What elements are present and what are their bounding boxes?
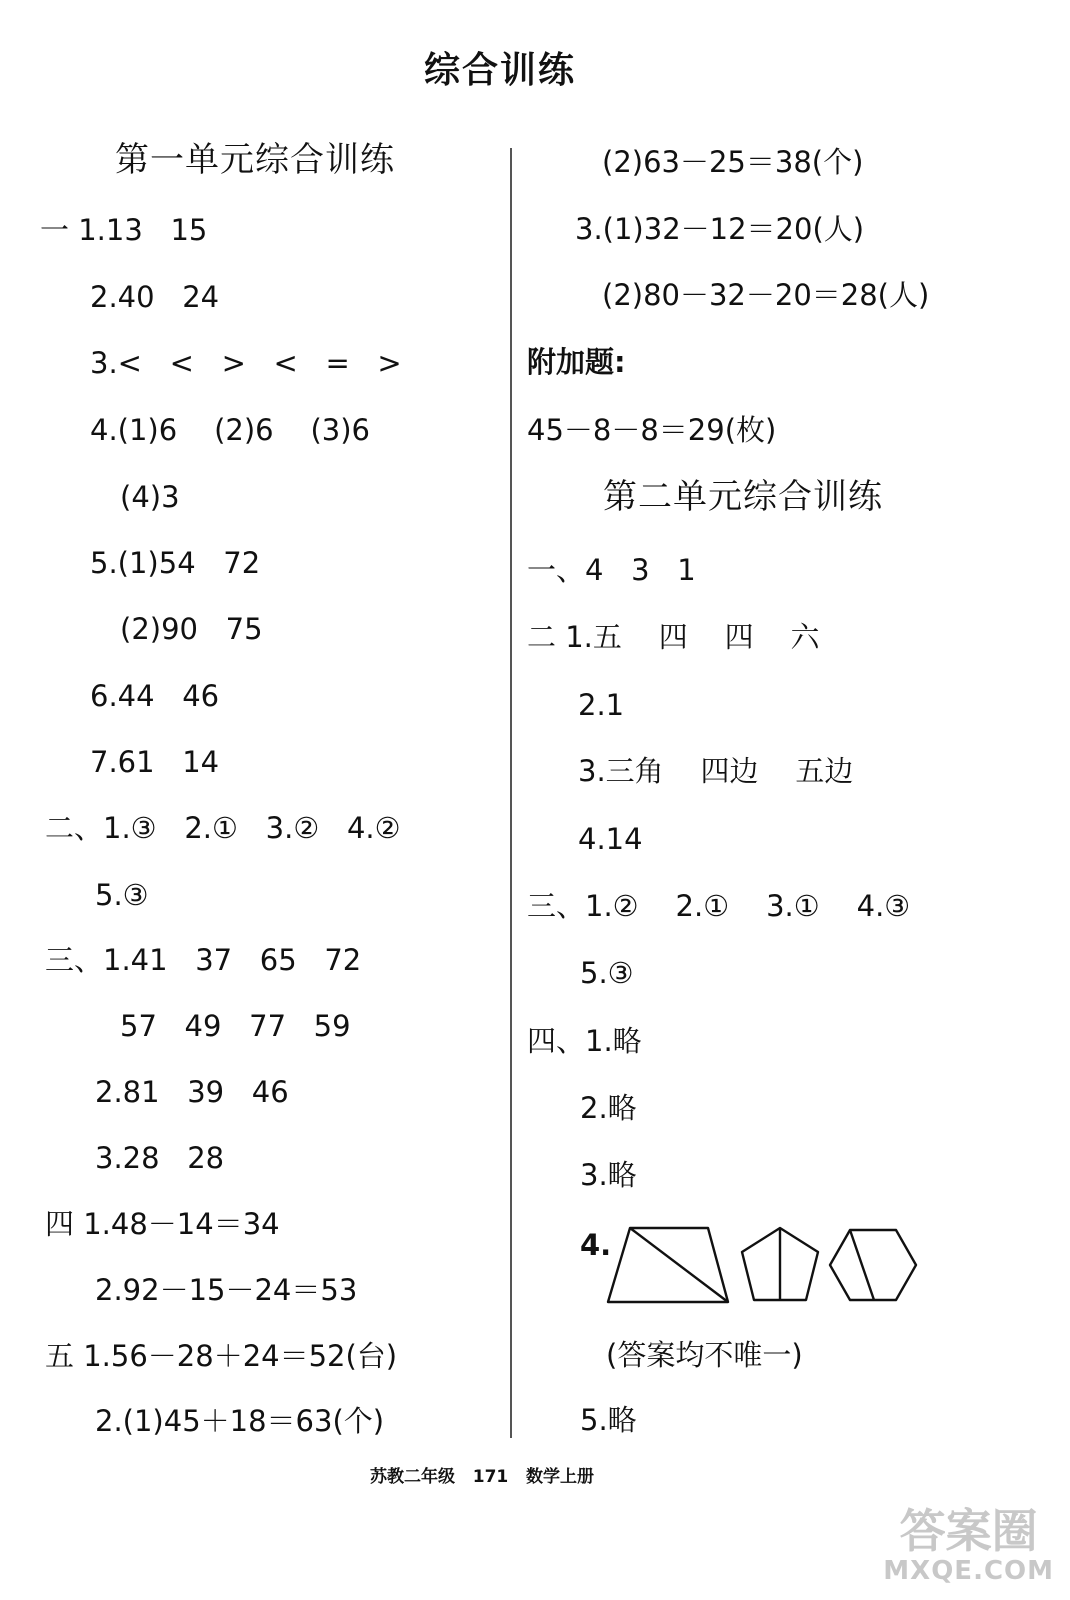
answer-line: 4. xyxy=(580,1228,612,1262)
answer-line: (2)90 75 xyxy=(120,612,263,646)
answer-line: 5.略 xyxy=(580,1403,637,1437)
bonus-heading: 附加题: xyxy=(527,345,626,379)
answer-line: 2.略 xyxy=(580,1091,637,1125)
watermark-text: 答案圈 xyxy=(899,1504,1038,1558)
answer-line: 3.< < > < = > xyxy=(90,346,402,380)
answer-line: 三、1.② 2.① 3.① 4.③ xyxy=(527,889,911,923)
answer-line: 6.44 46 xyxy=(90,679,220,713)
answer-line: 5.③ xyxy=(580,956,634,990)
answer-line: 5.(1)54 72 xyxy=(90,546,261,580)
hexagon-shape xyxy=(830,1230,916,1300)
answer-line: 7.61 14 xyxy=(90,745,220,779)
answer-line: (2)63－25＝38(个) xyxy=(602,145,864,179)
answer-line: 二 1.五 四 四 六 xyxy=(527,620,820,654)
answer-line: 3.28 28 xyxy=(95,1141,225,1175)
answer-line: (2)80－32－20＝28(人) xyxy=(602,278,930,312)
answer-line: 一、4 3 1 xyxy=(527,553,696,587)
shape-figures xyxy=(600,1222,920,1308)
answer-line: 二、1.③ 2.① 3.② 4.② xyxy=(45,811,401,845)
answer-line: 45－8－8＝29(枚) xyxy=(527,413,777,447)
answer-note: (答案均不唯一) xyxy=(606,1338,803,1372)
answer-line: 3.略 xyxy=(580,1158,637,1192)
answer-line: 一 1.13 15 xyxy=(40,213,208,247)
answer-line: 2.(1)45＋18＝63(个) xyxy=(95,1404,385,1438)
section-title-unit-2: 第二单元综合训练 xyxy=(603,477,883,517)
pentagon-shape xyxy=(742,1228,818,1300)
answer-line: 五 1.56－28＋24＝52(台) xyxy=(45,1339,398,1373)
answer-line: 三、1.41 37 65 72 xyxy=(45,943,362,977)
trapezoid-shape xyxy=(608,1228,728,1302)
page-title: 综合训练 xyxy=(423,50,576,91)
answer-line: 2.81 39 46 xyxy=(95,1075,289,1109)
answer-line: 3.三角 四边 五边 xyxy=(578,754,854,788)
answer-line: 57 49 77 59 xyxy=(120,1009,351,1043)
answer-line: 5.③ xyxy=(95,878,149,912)
answer-line: 四、1.略 xyxy=(527,1024,642,1058)
section-title-unit-1: 第一单元综合训练 xyxy=(115,140,395,180)
answer-line: 3.(1)32－12＝20(人) xyxy=(575,212,865,246)
answer-line: 2.92－15－24＝53 xyxy=(95,1273,358,1307)
answer-line: 2.40 24 xyxy=(90,280,220,314)
answer-line: 4.14 xyxy=(578,822,643,856)
answer-line: 4.(1)6 (2)6 (3)6 xyxy=(90,413,371,447)
answer-line: 四 1.48－14＝34 xyxy=(45,1207,280,1241)
watermark-logo xyxy=(883,1506,1054,1586)
page-footer: 苏教二年级 171 数学上册 xyxy=(370,1467,594,1487)
column-divider xyxy=(510,148,512,1438)
answer-line: 2.1 xyxy=(578,688,625,722)
watermark-url: MXQE.COM xyxy=(883,1556,1054,1586)
answer-line: (4)3 xyxy=(120,480,180,514)
